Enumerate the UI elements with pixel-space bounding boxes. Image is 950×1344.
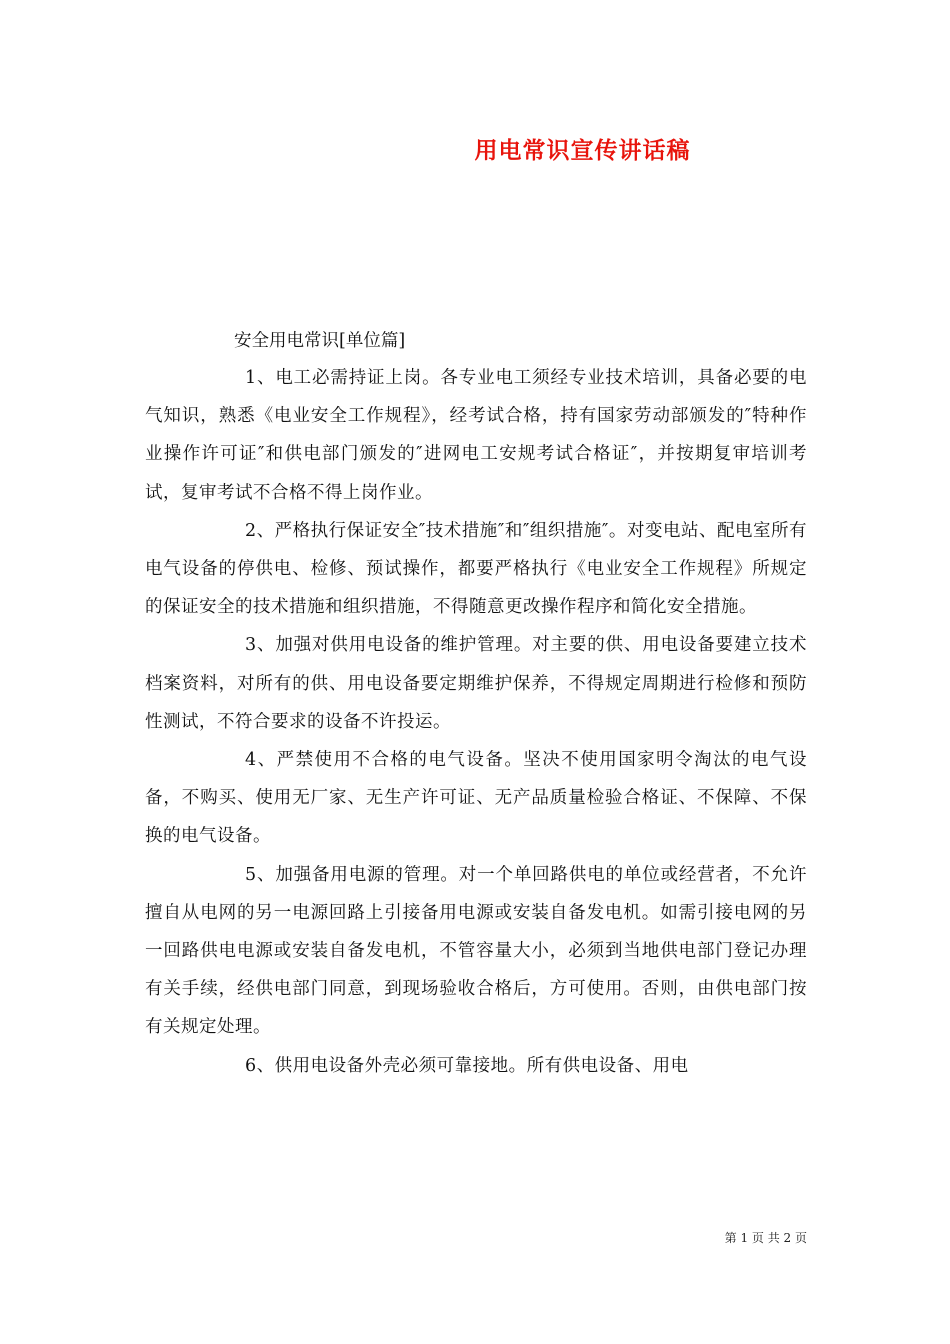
document-body	[145, 323, 807, 1085]
paragraph-4: 4、严禁使用不合格的电气设备。坚决不使用国家明令淘汰的电气设备，不购买、使用无厂家、无生产许可证、无产品质量检验合格证、不保障、不保换的电气设备。	[145, 750, 807, 847]
paragraph-3: 3、加强对供用电设备的维护管理。对主要的供、用电设备要建立技术档案资料，对所有的供、用电设备要定期维护保养，不得规定周期进行检修和预防性测试，不符合要求的设备不许投运。	[145, 635, 807, 732]
paragraph-5: 5、加强备用电源的管理。对一个单回路供电的单位或经营者，不允许擅自从电网的另一电源回路上引接备用电源或安装自备发电机。如需引接电网的另一回路供电电源或安装自备发电机，不管容量大小，必须到当地供电部门登记办理有关手续，经供电部门同意，到现场验收合格后，方可使用。否则，由供电部门按有关规定处理。	[145, 864, 807, 1038]
page-number-footer: 第 1 页 共 2 页	[724, 1231, 807, 1245]
paragraph-6: 6、供用电设备外壳必须可靠接地。所有供电设备、用电	[245, 1055, 689, 1076]
section-heading: 安全用电常识[单位篇]	[234, 331, 406, 351]
page-title: 用电常识宣传讲话稿	[474, 138, 691, 164]
paragraph-1: 1、电工必需持证上岗。各专业电工须经专业技术培训，具备必要的电气知识，熟悉《电业安全工作规程》，经考试合格，持有国家劳动部颁发的″特种作业操作许可证″和供电部门颁发的″进网电工安规考试合格证″，并按期复审培训考试，复审考试不合格不得上岗作业。	[145, 368, 807, 503]
paragraph-2: 2、严格执行保证安全″技术措施″和″组织措施″。对变电站、配电室所有电气设备的停供电、检修、预试操作，都要严格执行《电业安全工作规程》所规定的保证安全的技术措施和组织措施，不得随意更改操作程序和简化安全措施。	[145, 520, 807, 618]
